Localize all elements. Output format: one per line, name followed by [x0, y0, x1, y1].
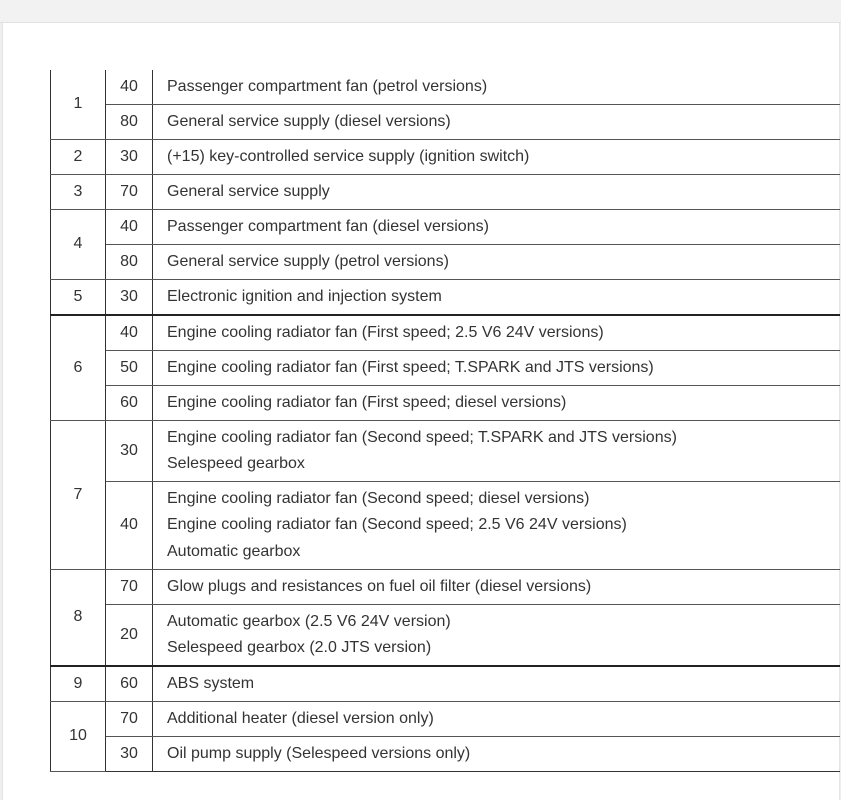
- description-line: Selespeed gearbox (2.0 JTS version): [167, 639, 432, 656]
- description-line: Engine cooling radiator fan (Second speed; diesel versions): [167, 489, 590, 507]
- description-line: Engine cooling radiator fan (First speed; diesel versions): [167, 393, 567, 411]
- amperage-cell: 70: [106, 175, 153, 210]
- fuse-number-cell: 5: [51, 280, 106, 316]
- description-line: Automatic gearbox: [167, 542, 301, 560]
- table-row: [51, 175, 841, 210]
- amperage-cell: 40: [106, 210, 153, 245]
- fuse-number-cell: 1: [51, 70, 106, 140]
- amperage-cell: 40: [106, 315, 153, 351]
- description-line: General service supply (petrol versions): [167, 252, 449, 270]
- amperage-cell: 70: [106, 570, 153, 605]
- description-cell: [153, 351, 841, 386]
- table-row: [51, 482, 841, 570]
- fuse-number-cell: 3: [51, 175, 106, 210]
- amperage-cell: 30: [106, 737, 153, 772]
- description-line: Glow plugs and resistances on fuel oil filter (diesel versions): [167, 577, 592, 595]
- top-bar: [0, 0, 841, 23]
- fuse-table-body: [51, 70, 841, 772]
- description-line: Engine cooling radiator fan (Second speed; 2.5 V6 24V versions): [167, 516, 627, 534]
- amperage-cell: 60: [106, 386, 153, 421]
- table-row: [51, 737, 841, 772]
- description-cell: [153, 140, 841, 175]
- description-line: Passenger compartment fan (diesel versions): [167, 217, 489, 235]
- description-line: (+15) key-controlled service supply (ignition switch): [167, 147, 530, 165]
- table-row: [51, 140, 841, 175]
- description-cell: [153, 315, 841, 351]
- fuse-number-cell: 6: [51, 315, 106, 421]
- fuse-number-cell: 7: [51, 421, 106, 570]
- description-cell: [153, 175, 841, 210]
- description-line: Electronic ignition and injection system: [167, 287, 442, 305]
- description-line: Automatic gearbox (2.5 V6 24V version): [167, 612, 451, 630]
- table-row: [51, 70, 841, 105]
- description-cell: [153, 737, 841, 772]
- amperage-cell: 40: [106, 70, 153, 105]
- description-line: Engine cooling radiator fan (First speed; 2.5 V6 24V versions): [167, 323, 604, 341]
- table-row: [51, 105, 841, 140]
- description-cell: [153, 482, 841, 570]
- amperage-cell: 70: [106, 702, 153, 737]
- description-line: Passenger compartment fan (petrol versions): [167, 77, 488, 95]
- description-cell: [153, 245, 841, 280]
- amperage-cell: 80: [106, 105, 153, 140]
- description-cell: [153, 210, 841, 245]
- table-row: [51, 702, 841, 737]
- description-line: General service supply: [167, 182, 330, 200]
- table-row: [51, 421, 841, 482]
- description-line: ABS system: [167, 674, 255, 692]
- fuse-number-cell: 9: [51, 666, 106, 702]
- description-cell: [153, 105, 841, 140]
- description-cell: [153, 605, 841, 667]
- description-line: Engine cooling radiator fan (First speed; T.SPARK and JTS versions): [167, 358, 654, 376]
- table-row: [51, 570, 841, 605]
- amperage-cell: 20: [106, 605, 153, 667]
- amperage-cell: 30: [106, 280, 153, 316]
- table-row: [51, 315, 841, 351]
- amperage-cell: 60: [106, 666, 153, 702]
- fuse-number-cell: 2: [51, 140, 106, 175]
- description-cell: [153, 570, 841, 605]
- table-row: [51, 245, 841, 280]
- fuse-table: [50, 70, 840, 772]
- description-line: Additional heater (diesel version only): [167, 709, 434, 727]
- description-line: General service supply (diesel versions): [167, 112, 451, 130]
- description-cell: [153, 702, 841, 737]
- fuse-number-cell: 8: [51, 570, 106, 667]
- description-cell: [153, 280, 841, 316]
- description-cell: [153, 421, 841, 482]
- description-cell: [153, 386, 841, 421]
- table-row: [51, 666, 841, 702]
- description-line: Engine cooling radiator fan (Second speed; T.SPARK and JTS versions): [167, 428, 677, 446]
- amperage-cell: 80: [106, 245, 153, 280]
- description-cell: [153, 666, 841, 702]
- description-cell: [153, 70, 841, 105]
- table-row: [51, 605, 841, 667]
- description-line: Selespeed gearbox: [167, 455, 305, 472]
- table-row: [51, 280, 841, 316]
- amperage-cell: 30: [106, 421, 153, 482]
- fuse-number-cell: 4: [51, 210, 106, 280]
- table-row: [51, 351, 841, 386]
- table-row: [51, 386, 841, 421]
- table-row: [51, 210, 841, 245]
- fuse-number-cell: 10: [51, 702, 106, 772]
- description-line: Oil pump supply (Selespeed versions only): [167, 744, 471, 762]
- amperage-cell: 30: [106, 140, 153, 175]
- amperage-cell: 50: [106, 351, 153, 386]
- amperage-cell: 40: [106, 482, 153, 570]
